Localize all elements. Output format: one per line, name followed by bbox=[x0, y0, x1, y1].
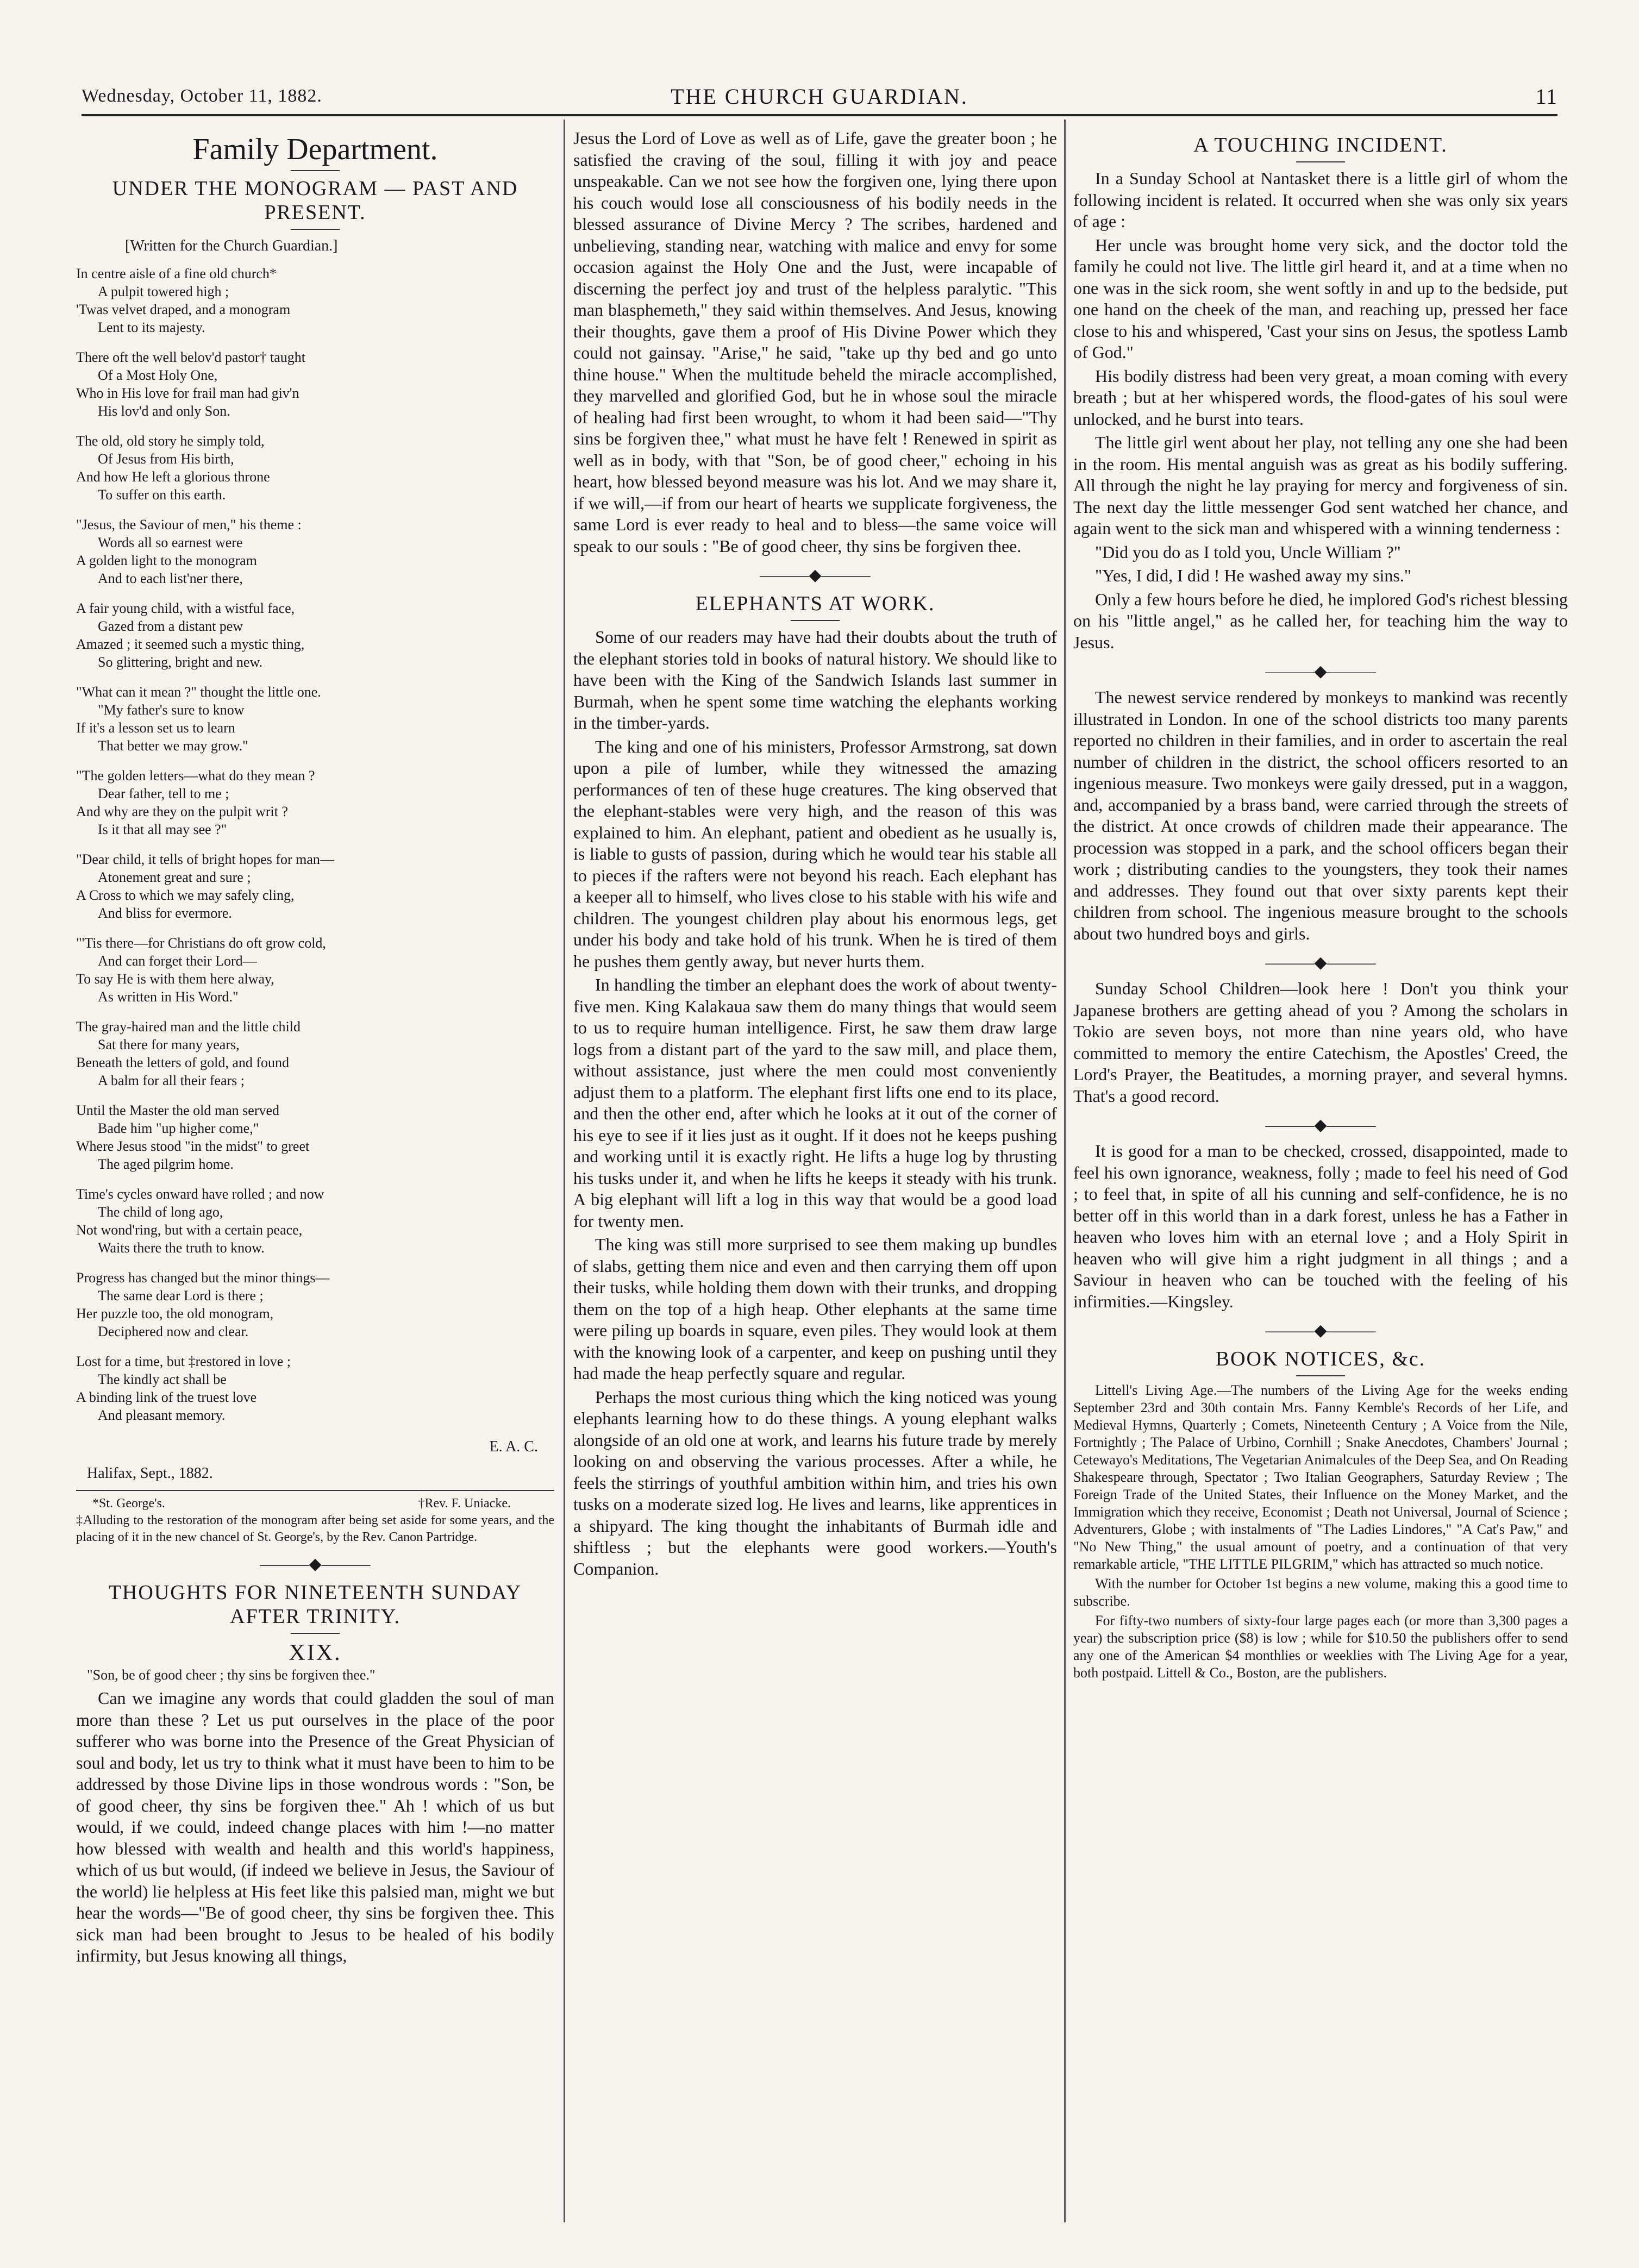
poem-line: And why are they on the pulpit writ ? bbox=[76, 803, 288, 819]
poem-line: In centre aisle of a fine old church* bbox=[76, 265, 277, 281]
poem-line: Who in His love for frail man had giv'n bbox=[76, 385, 299, 401]
poem-line: A golden light to the monogram bbox=[76, 552, 257, 568]
article-title: THOUGHTS FOR NINETEENTH SUNDAY AFTER TRINITY. bbox=[108, 1581, 522, 1628]
poem-line: Of Jesus from His birth, bbox=[98, 450, 234, 467]
poem-line: To suffer on this earth. bbox=[98, 486, 226, 503]
poem-line: The kindly act shall be bbox=[98, 1371, 227, 1387]
poem-line: Words all so earnest were bbox=[98, 534, 243, 550]
poem-line: And how He left a glorious throne bbox=[76, 468, 270, 485]
poem-stanza bbox=[76, 850, 554, 922]
poem-line: As written in His Word." bbox=[98, 988, 239, 1005]
poem-line: The child of long ago, bbox=[98, 1204, 223, 1220]
department-title: Family Department. bbox=[192, 133, 438, 166]
article-paragraph: The king was still more surprised to see them making up bundles of slabs, getting them nice and even and then carrying them off upon their tusks, while holding them down with their trunks, and dropping them on the top of a high heap. Other elephants at the same time were piling up boards in square, even piles. They would look at them with the knowing look of a carpenter, and keep on pushing until they had made the heap perfectly square and regular. bbox=[573, 1235, 1057, 1383]
poem-line: A pulpit towered high ; bbox=[98, 283, 229, 299]
article-paragraph: Some of our readers may have had their doubts about the truth of the elephant stories told in books of natural history. We should like to have been with the King of the Sandwich Islands last summer in Burmah, when he spent some time watching the elephants working in the timber-yards. bbox=[573, 627, 1057, 732]
article-paragraph: The king and one of his ministers, Professor Armstrong, sat down upon a pile of lumber, while they witnessed the amazing performances of ten of these huge creatures. The king observed that the elephant-stables were very high, and the reason of this was explained to him. An elephant, patient and obedient as he usually is, is liable to gusts of passion, during which he would tear his stable all to pieces if the rafters were not beyond his reach. Each elephant has a keeper all to himself, who lives close to his stable with his wife and children. The youngest children play about his enormous legs, get under his body and take hold of his trunk. When he is tired of them he pushes them gently away, but never hurts them. bbox=[573, 736, 1057, 971]
article-paragraph: Her uncle was brought home very sick, and the doctor told the family he could not live. The little girl heard it, and at a time when no one was in the sick room, she went softly in and up to the bedside, put one hand on the cheek of the man, and reaching up, pressed her face close to his and whispered, 'Cast your sins on Jesus, the spotless Lamb of God." bbox=[1073, 235, 1568, 362]
poem-line: Beneath the letters of gold, and found bbox=[76, 1054, 290, 1070]
poem-stanza bbox=[76, 934, 554, 1006]
footnote-1: *St. George's. bbox=[92, 1496, 165, 1511]
article-paragraph: "Did you do as I told you, Uncle William ?" bbox=[1095, 542, 1401, 562]
article-paragraph: "Yes, I did, I did ! He washed away my sins." bbox=[1095, 566, 1411, 585]
ornament-divider: ———◆——— bbox=[1265, 662, 1376, 680]
divider bbox=[291, 229, 340, 230]
column-divider bbox=[564, 120, 565, 2222]
poem-line: That better we may grow." bbox=[98, 737, 248, 754]
footnote-2: †Rev. F. Uniacke. bbox=[418, 1496, 511, 1511]
poem-stanza bbox=[76, 348, 554, 420]
poem-stanza bbox=[76, 767, 554, 838]
ornament-divider: ———◆——— bbox=[1265, 1116, 1376, 1134]
article-number: XIX. bbox=[289, 1640, 342, 1665]
book-notices bbox=[1073, 1382, 1568, 1682]
column-1 bbox=[76, 128, 554, 2225]
poem-stanza bbox=[76, 599, 554, 671]
article-paragraph: The newest service rendered by monkeys to mankind was recently illustrated in London. In one of the school districts too many parents reported no children in their families, and in order to ascertain the real number of children in the district, the school officers resorted to an ingenious measure. Two monkeys were gaily dressed, put in a waggon, and, accompanied by a brass band, were carried through the streets of the district. At once crowds of children made their appearance. The procession was stopped in a park, and the school officers began their work ; distributing candies to the youngsters, they took their names and addresses. They found out that over sixty parents kept their children from school. The ingenious measure brought to the schools about two hundred boys and girls. bbox=[1073, 687, 1568, 943]
poem-line: Deciphered now and clear. bbox=[98, 1323, 249, 1339]
poem-line: "'Tis there—for Christians do oft grow cold, bbox=[76, 935, 326, 951]
poem-line: Not wond'ring, but with a certain peace, bbox=[76, 1221, 303, 1238]
article-paragraph: Perhaps the most curious thing which the king noticed was young elephants learning how to do these things. A young elephant walks alongside of an old one at work, and learns his future trade by merely looking on and observing the various processes. After a while, he feels the stirrings of youthful ambition within him, and tries his own tusks on a moderate sized log. He lives and learns, like apprentices in a shipyard. The king thought the inhabitants of Burmah idle and shiftless ; but the elephants were good workers.—Youth's Companion. bbox=[573, 1387, 1057, 1578]
poem-line: Progress has changed but the minor things— bbox=[76, 1269, 330, 1286]
article-paragraph: With the number for October 1st begins a new volume, making this a good time to subscribe. bbox=[1073, 1576, 1568, 1609]
poem-line: A binding link of the truest love bbox=[76, 1389, 257, 1405]
poem-line: The aged pilgrim home. bbox=[98, 1156, 234, 1172]
issue-date: Wednesday, October 11, 1882. bbox=[82, 86, 322, 106]
poem-stanza bbox=[76, 1352, 554, 1424]
poem-line: A Cross to which we may safely cling, bbox=[76, 887, 295, 903]
divider bbox=[791, 620, 840, 621]
epigraph: "Son, be of good cheer ; thy sins be forgiven thee." bbox=[87, 1667, 376, 1683]
footnote-3: ‡Alluding to the restoration of the monogram after being set aside for some years, and the placing of it in the new chancel of St. George's, by the Rev. Canon Partridge. bbox=[76, 1513, 554, 1544]
article-paragraph: His bodily distress had been very great, a moan coming with every breath ; but at her whispered words, the flood-gates of his soul were unlocked, and he burst into tears. bbox=[1073, 366, 1568, 429]
poem-stanza bbox=[76, 432, 554, 504]
poem-line: A balm for all their fears ; bbox=[98, 1072, 245, 1088]
poem-line: And bliss for evermore. bbox=[98, 905, 232, 921]
poem-byline: [Written for the Church Guardian.] bbox=[125, 237, 338, 254]
article-paragraph: It is good for a man to be checked, crossed, disappointed, made to feel his own ignorance, weakness, folly ; made to feel his need of God ; to feel that, in spite of all his cunning and self-confidence, he is no better off in this world than in a dark forest, unless he has a Father in heaven who loves him with an eternal love ; and a Holy Spirit in heaven who will give him a right judgment in all things ; and a Saviour in heaven who can be touched with the feeling of his infirmities.—Kingsley. bbox=[1073, 1141, 1568, 1311]
poem-line: And can forget their Lord— bbox=[98, 953, 257, 969]
article-paragraph: Can we imagine any words that could gladden the soul of man more than these ? Let us put ourselves in the place of the poor sufferer who was borne into the Presence of the Great Physician of soul and body, let us try to think what it must have been to him to be addressed by those Divine lips in those wondrous words : "Son, be of good cheer, thy sins be forgiven thee." Ah ! which of us but would, if we could, indeed change places with him !—no matter how blessed with wealth and health and this world's happiness, which of us but would, (if indeed we believe in Jesus, the Saviour of the world) lie helpless at His feet like this palsied man, might we but hear the words—"Be of good cheer, thy sins be forgiven thee. This sick man had been brought to Jesus to be healed of his bodily infirmity, but Jesus knowing all things, bbox=[76, 1688, 554, 1965]
poem-line: Time's cycles onward have rolled ; and now bbox=[76, 1186, 324, 1202]
poem-line: Of a Most Holy One, bbox=[98, 367, 218, 383]
poem-title: UNDER THE MONOGRAM — PAST AND PRESENT. bbox=[112, 177, 518, 224]
poem-line: And to each list'ner there, bbox=[98, 570, 243, 586]
ornament-divider: ———◆——— bbox=[1265, 954, 1376, 972]
divider bbox=[291, 1633, 340, 1634]
poem-line: Lost for a time, but ‡restored in love ; bbox=[76, 1353, 291, 1369]
article-title: ELEPHANTS AT WORK. bbox=[695, 592, 935, 615]
poem-line: If it's a lesson set us to learn bbox=[76, 719, 235, 736]
poem-line: Is it that all may see ?" bbox=[98, 821, 227, 837]
poem-line: And pleasant memory. bbox=[98, 1407, 226, 1423]
masthead bbox=[82, 82, 1557, 114]
poem-line: Where Jesus stood "in the midst" to greet bbox=[76, 1138, 310, 1154]
poem-line: "The golden letters—what do they mean ? bbox=[76, 767, 315, 784]
poem-stanza bbox=[76, 1185, 554, 1257]
poem-line: Atonement great and sure ; bbox=[98, 869, 251, 885]
poem-line: Her puzzle too, the old monogram, bbox=[76, 1305, 274, 1321]
poem-line: The same dear Lord is there ; bbox=[98, 1287, 264, 1304]
poem-line: 'Twas velvet draped, and a monogram bbox=[76, 301, 291, 317]
divider bbox=[1296, 161, 1345, 162]
poem-line: Amazed ; it seemed such a mystic thing, bbox=[76, 636, 305, 652]
poem-line: His lov'd and only Son. bbox=[98, 403, 230, 419]
masthead-rule bbox=[82, 114, 1557, 116]
poem-line: Sat there for many years, bbox=[98, 1036, 240, 1052]
page-number: 11 bbox=[1535, 84, 1557, 109]
poem-line: Until the Master the old man served bbox=[76, 1102, 280, 1118]
article-title: A TOUCHING INCIDENT. bbox=[1193, 134, 1448, 156]
poem-line: "Dear child, it tells of bright hopes for man— bbox=[76, 851, 334, 867]
poem-stanza bbox=[76, 1018, 554, 1089]
column-divider bbox=[1064, 120, 1066, 2222]
divider bbox=[1296, 1375, 1345, 1376]
poem-line: Bade him "up higher come," bbox=[98, 1120, 259, 1136]
poem-place-date: Halifax, Sept., 1882. bbox=[87, 1465, 213, 1482]
poem-line: Gazed from a distant pew bbox=[98, 618, 243, 634]
poem-stanza bbox=[76, 1269, 554, 1340]
article-paragraph: The little girl went about her play, not telling any one she had been in the room. His mental anguish was as great as his bodily suffering. All through the night he lay praying for mercy and forgiveness of sin. The next day the little messenger God sent watched her chance, and again went to the sick man and whispered with a winning tenderness : bbox=[1073, 433, 1568, 538]
article-paragraph: For fifty-two numbers of sixty-four large pages each (or more than 3,300 pages a year) the subscription price ($8) is low ; while for $10.50 the publishers offer to send any one of the American $4 monthlies or weeklies with The Living Age for a year, both postpaid. Littell & Co., Boston, are the publishers. bbox=[1073, 1613, 1568, 1681]
article-title: BOOK NOTICES, &c. bbox=[1215, 1348, 1426, 1370]
divider bbox=[291, 170, 340, 171]
poem-line: The gray-haired man and the little child bbox=[76, 1018, 301, 1035]
poem-stanza bbox=[76, 516, 554, 587]
footnotes bbox=[76, 1490, 554, 1546]
poem-line: The old, old story he simply told, bbox=[76, 433, 265, 449]
ornament-divider: ———◆——— bbox=[1265, 1321, 1376, 1339]
poem-line: "Jesus, the Saviour of men," his theme : bbox=[76, 516, 302, 532]
poem-line: "What can it mean ?" thought the little one. bbox=[76, 684, 321, 700]
column-2 bbox=[573, 128, 1057, 2225]
poem-signature: E. A. C. bbox=[489, 1438, 538, 1455]
poem-stanza bbox=[76, 1101, 554, 1173]
ornament-divider: ———◆——— bbox=[260, 1555, 371, 1573]
poem-line: To say He is with them here alway, bbox=[76, 970, 274, 987]
poem-body bbox=[76, 265, 554, 1424]
article-paragraph: Littell's Living Age.—The numbers of the Living Age for the weeks ending September 23rd and 30th contain Mrs. Fanny Kemble's Records of her Life, and Medieval Hymns, Quarterly ; Comets, Nineteenth Century ; A Voice from the Nile, Fortnightly ; The Palace of Urbino, Cornhill ; Snake Anecdotes, Chambers' Journal ; Cetewayo's Meditations, The Vegetarian Animalcules of the Deep Sea, and On Reading Shakespeare through, Spectator ; Two Italian Geographers, Saturday Review ; The Foreign Trade of the United States, their Influence on the Money Market, and the Immigration which they receive, Economist ; Death not Universal, Journal of Science ; Adventurers, Globe ; with instalments of "The Ladies Lindores," "A Cat's Paw," and "No New Thing," the usual amount of poetry, and a continuation of that very remarkable article, "THE LITTLE PILGRIM," which has attracted so much notice. bbox=[1073, 1382, 1568, 1572]
article-paragraph: In a Sunday School at Nantasket there is a little girl of whom the following incident is related. It occurred when she was only six years of age : bbox=[1073, 168, 1568, 231]
column-3 bbox=[1073, 128, 1568, 2225]
poem-stanza bbox=[76, 265, 554, 336]
article-paragraph: In handling the timber an elephant does the work of about twenty-five men. King Kalakaua saw them do many things that would seem to us to require human intelligence. First, he saw them draw large logs from a distant part of the yard to the saw mill, and place them, without assistance, just where the men could most conveniently adjust them to a platform. The elephant first lifts one end to its place, and then the other end, after which he looks at it out of the corner of his eye to see if it lies just as it ought. If it does not he keeps pushing and working until it is exactly right. He lifts a huge log by thrusting his tusks under it, and when he lifts he keeps it steady with his trunk. A big elephant will lift a log in this way that would be a good load for twenty men. bbox=[573, 975, 1057, 1231]
poem-line: Waits there the truth to know. bbox=[98, 1239, 265, 1256]
newspaper-title: THE CHURCH GUARDIAN. bbox=[671, 84, 968, 109]
ornament-divider: ———◆——— bbox=[760, 566, 871, 584]
poem-line: Dear father, tell to me ; bbox=[98, 785, 229, 801]
poem-line: So glittering, bright and new. bbox=[98, 654, 263, 670]
poem-stanza bbox=[76, 683, 554, 755]
poem-line: A fair young child, with a wistful face, bbox=[76, 600, 295, 616]
article-paragraph: Only a few hours before he died, he implored God's richest blessing on his "little angel," as he called her, for teaching him the way to Jesus. bbox=[1073, 589, 1568, 652]
poem-line: Lent to its majesty. bbox=[98, 319, 205, 335]
poem-line: "My father's sure to know bbox=[98, 701, 245, 718]
article-paragraph: Jesus the Lord of Love as well as of Life, gave the greater boon ; he satisfied the craving of the soul, filling it with joy and peace unspeakable. Can we not see how the forgiven one, lying there upon his couch would lose all consciousness of his bodily needs in the blessed assurance of Divine Mercy ? The scribes, hardened and unbelieving, standing near, watching with malice and envy for some occasion against the Holy One and the Just, were incapable of discerning the perfect joy and trust of the helpless paralytic. "This man blasphemeth," they said within themselves. And Jesus, knowing their thoughts, gave them a proof of His Divine Power which they could not gainsay. "Arise," he said, "take up thy bed and go unto thine house." When the multitude beheld the miracle accomplished, they marvelled and glorified God, but he in whose soul the miracle of healing had first been wrought, to whom it had been said—"Thy sins be forgiven thee," what must he have felt ! Renewed in spirit as well as in body, with that "Son, be of good cheer," echoing in his heart, how blessed beyond measure was his lot. And we may share it, if we will,—if from our heart of hearts we supplicate forgiveness, the same Lord is ever ready to heal and to bless—the same voice will speak to our souls : "Be of good cheer, thy sins be forgiven thee. bbox=[573, 128, 1057, 556]
article-paragraph: Sunday School Children—look here ! Don't you think your Japanese brothers are getting ahead of you ? Among the scholars in Tokio are seven boys, not more than nine years old, who have committed to memory the entire Catechism, the Apostles' Creed, the Lord's Prayer, the Beatitudes, a morning prayer, and several hymns. That's a good record. bbox=[1073, 979, 1568, 1106]
poem-line: There oft the well belov'd pastor† taught bbox=[76, 349, 306, 365]
